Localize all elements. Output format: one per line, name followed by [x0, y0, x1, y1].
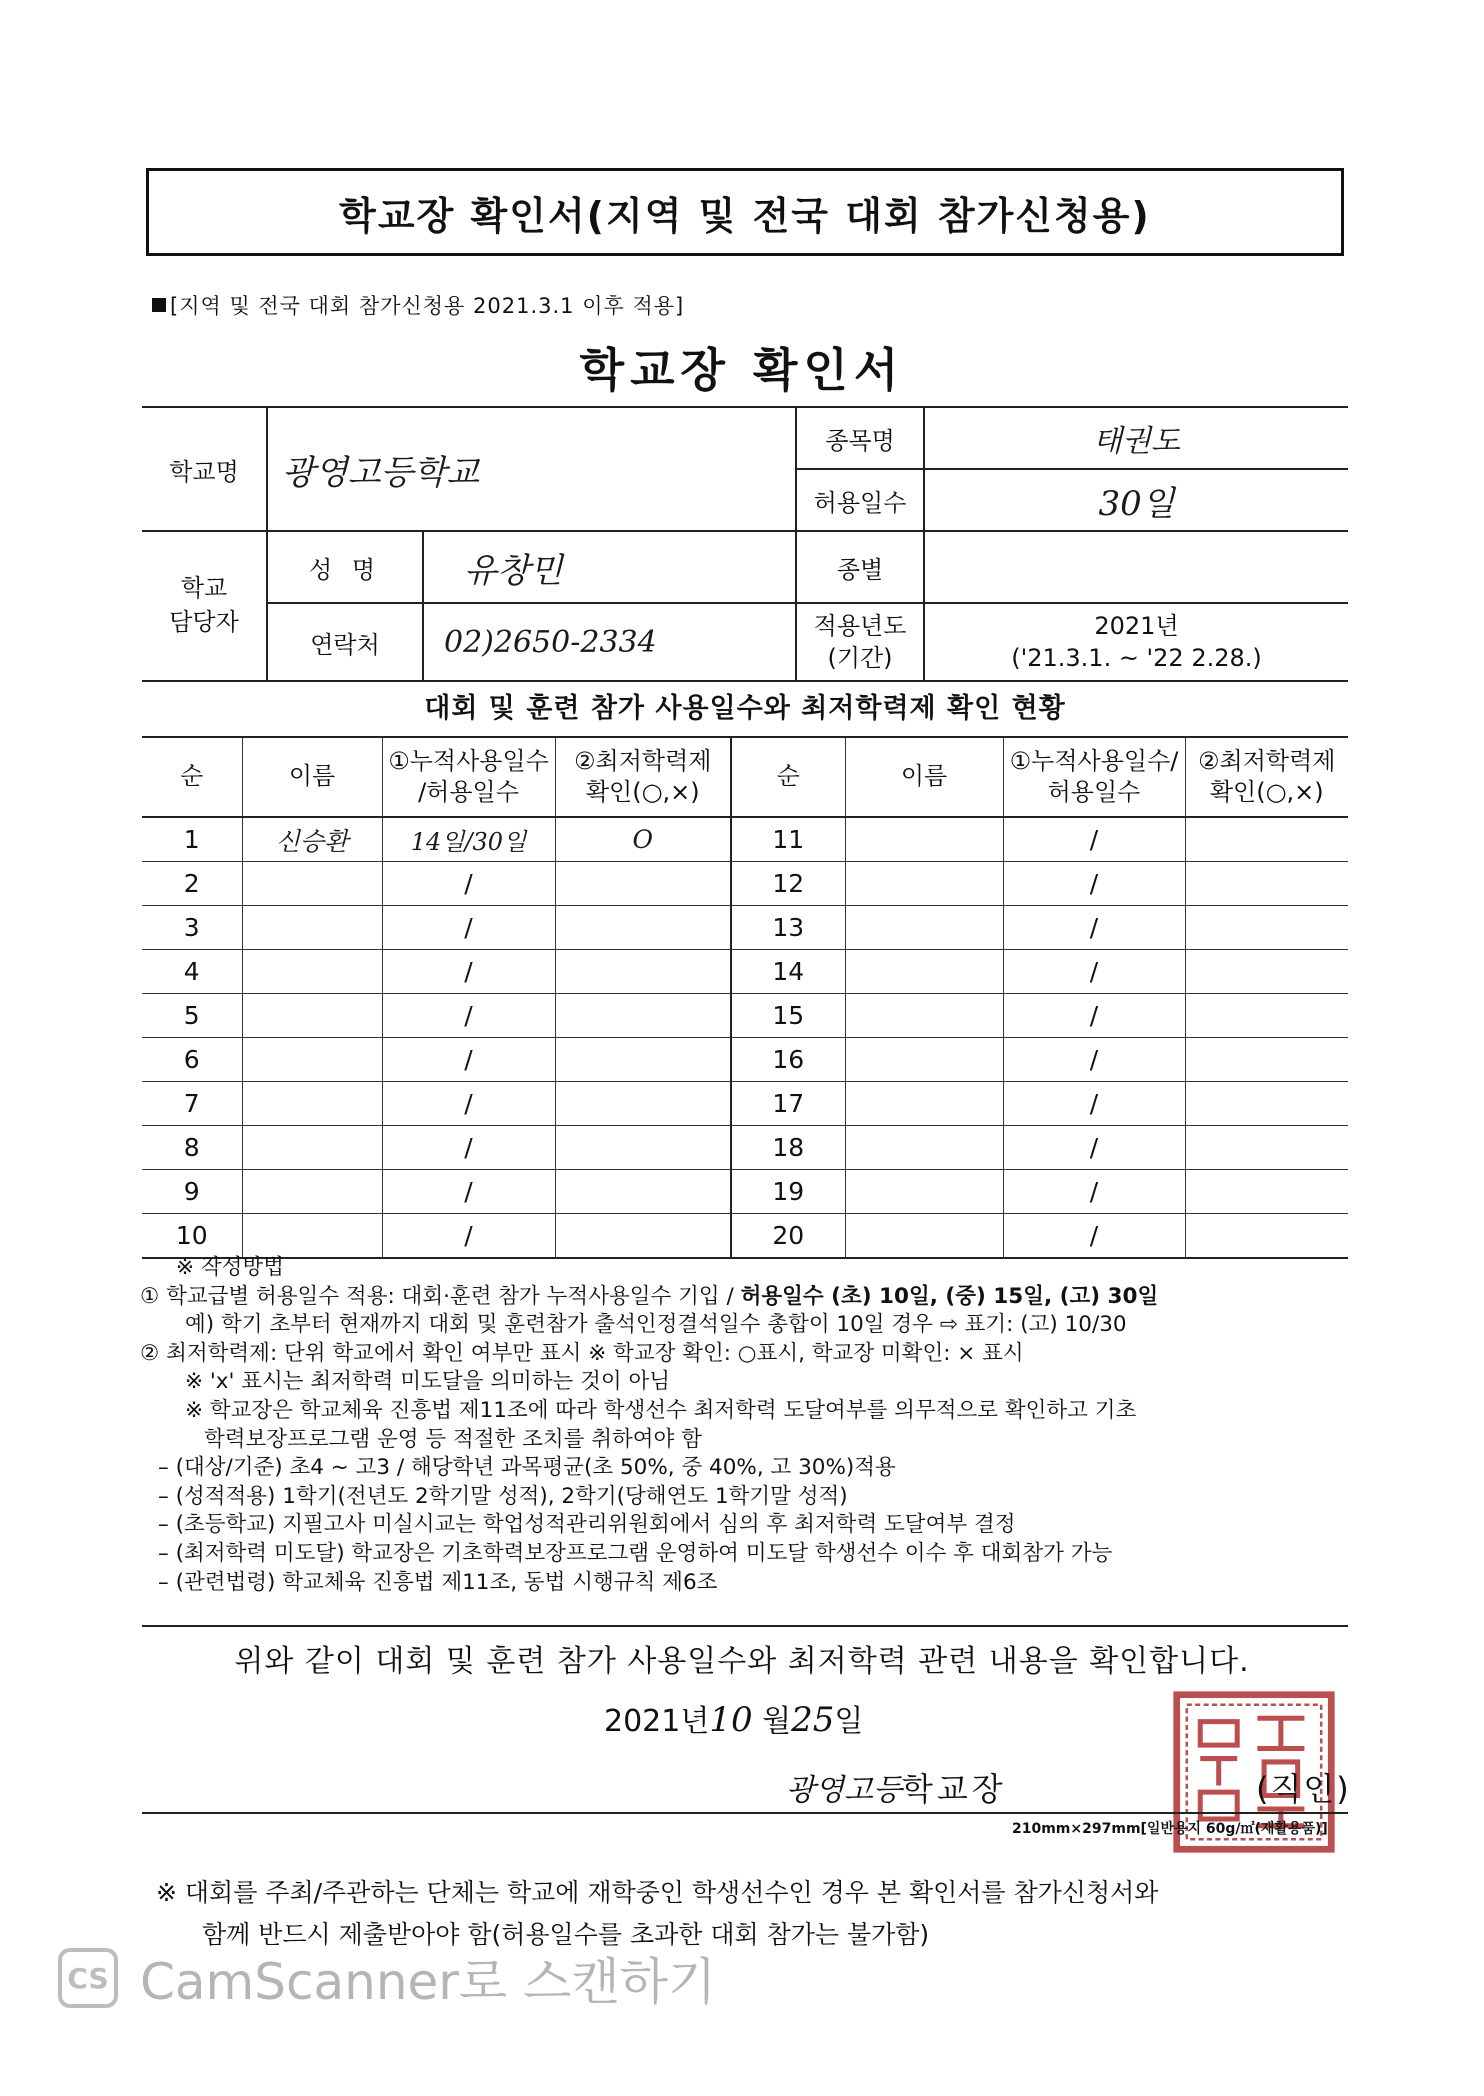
allowed-days-value: 30일 — [924, 469, 1348, 531]
detail-2: – (성적적용) 1학기(전년도 2학기말 성적), 2학기(당해연도 1학기말 성적) — [158, 1483, 848, 1509]
col-no-right: 순 — [731, 737, 845, 817]
note-2-a: ※ 'x' 표시는 최저학력 미도달을 의미하는 것이 아님 — [185, 1369, 671, 1395]
divider — [142, 1812, 1348, 1814]
note-2: ② 최저학력제: 단위 학교에서 확인 여부만 표시 ※ 학교장 확인: ○표시, 학교장 미확인: × 표시 — [140, 1340, 1024, 1366]
detail-5: – (관련법령) 학교체육 진흥법 제11조, 동법 시행규칙 제6조 — [158, 1569, 718, 1595]
sport-label: 종목명 — [796, 407, 924, 469]
staff-label: 학교 담당자 — [142, 531, 267, 681]
divider — [142, 1625, 1348, 1627]
table-row: 8 / 18 / — [142, 1126, 1348, 1170]
seal-label: (직인) — [1256, 1770, 1351, 1808]
square-bullet-icon — [152, 298, 166, 312]
year-value: 2021년 ('21.3.1. ~ '22 2.28.) — [924, 603, 1348, 681]
paper-spec: 210mm×297mm[일반용지 60g/㎡(재활용품)] — [1012, 1821, 1328, 1837]
staff-name-value: 유창민 — [423, 531, 796, 603]
col-name: 이름 — [242, 737, 382, 817]
category-label: 종별 — [796, 531, 924, 603]
col-days-right: ①누적사용일수/ 허용일수 — [1003, 737, 1185, 817]
sport-value: 태권도 — [924, 407, 1348, 469]
info-table — [142, 406, 1348, 682]
table-row: 10 / 20 / — [142, 1214, 1348, 1259]
table-row: 1 신승환 14일/30일 O 11 / — [142, 817, 1348, 862]
table-row: 3 / 13 / — [142, 906, 1348, 950]
staff-name-label: 성 명 — [267, 531, 423, 603]
note-2-b: ※ 학교장은 학교체육 진흥법 제11조에 따라 학생선수 최저학력 도달여부를 의무적으로 확인하고 기초 — [185, 1397, 1137, 1423]
footnote-line-1: ※ 대회를 주최/주관하는 단체는 학교에 재학중인 학생선수인 경우 본 확인서를 참가신청서와 — [156, 1878, 1159, 1907]
note-1-example: 예) 학기 초부터 현재까지 대회 및 훈련참가 출석인정결석일수 총합이 10일 경우 ⇨ 표기: (고) 10/30 — [185, 1312, 1127, 1338]
table-row: 9 / 19 / — [142, 1170, 1348, 1214]
footnote-line-2: 함께 반드시 제출받아야 함(허용일수를 초과한 대회 참가는 불가함) — [202, 1920, 930, 1949]
allowed-days-label: 허용일수 — [796, 469, 924, 531]
camscanner-watermark — [58, 1942, 716, 2014]
camscanner-logo-icon: CS — [58, 1948, 118, 2008]
year-label: 적용년도 (기간) — [796, 603, 924, 681]
note-1: ① 학교급별 허용일수 적용: 대회·훈련 참가 누적사용일수 기입 / 허용일수 (초) 10일, (중) 15일, (고) 30일 — [140, 1283, 1159, 1309]
school-name-value: 광영고등학교 — [267, 407, 796, 531]
col-days: ①누적사용일수 /허용일수 — [382, 737, 555, 817]
usage-table — [142, 736, 1348, 1259]
detail-3: – (초등학교) 지필고사 미실시교는 학업성적관리위원회에서 심의 후 최저학력 도달여부 결정 — [158, 1512, 1016, 1538]
detail-1: – (대상/기준) 초4 ~ 고3 / 해당학년 과목평균(초 50%, 중 40%, 고 30%)적용 — [158, 1455, 896, 1481]
table-row: 4 / 14 / — [142, 950, 1348, 994]
category-value — [924, 531, 1348, 603]
principal-signature: 광영고등학교장 — [786, 1770, 1007, 1808]
banner-title: 학교장 확인서(지역 및 전국 대회 참가신청용) — [146, 168, 1344, 256]
table-row: 6 / 16 / — [142, 1038, 1348, 1082]
applies-note: [지역 및 전국 대회 참가신청용 2021.3.1 이후 적용] — [152, 290, 684, 320]
writing-instructions — [140, 1254, 1370, 1597]
notes-heading: ※ 작성방법 — [176, 1255, 284, 1280]
confirmation-statement: 위와 같이 대회 및 훈련 참가 사용일수와 최저학력 관련 내용을 확인합니다. — [234, 1644, 1250, 1679]
col-academic: ②최저학력제 확인(○,×) — [555, 737, 731, 817]
confirmation-date: 2021년10 월25일 — [604, 1700, 864, 1740]
table-row: 2 / 12 / — [142, 862, 1348, 906]
table-row: 7 / 17 / — [142, 1082, 1348, 1126]
contact-label: 연락처 — [267, 603, 423, 681]
col-no: 순 — [142, 737, 242, 817]
usage-section-title: 대회 및 훈련 참가 사용일수와 최저학력제 확인 현황 — [424, 693, 1066, 724]
detail-4: – (최저학력 미도달) 학교장은 기초학력보장프로그램 운영하여 미도달 학생선수 이수 후 대회참가 가능 — [158, 1540, 1113, 1566]
col-academic-right: ②최저학력제 확인(○,×) — [1185, 737, 1348, 817]
col-name-right: 이름 — [845, 737, 1003, 817]
note-2-b-cont: 학력보장프로그램 운영 등 적절한 조치를 취하여야 함 — [204, 1426, 702, 1452]
document-title: 학교장 확인서 — [579, 343, 905, 397]
table-row: 5 / 15 / — [142, 994, 1348, 1038]
watermark-text: CamScanner로 스캔하기 — [140, 1953, 717, 2011]
school-name-label: 학교명 — [142, 407, 267, 531]
contact-value: 02)2650-2334 — [423, 603, 796, 681]
